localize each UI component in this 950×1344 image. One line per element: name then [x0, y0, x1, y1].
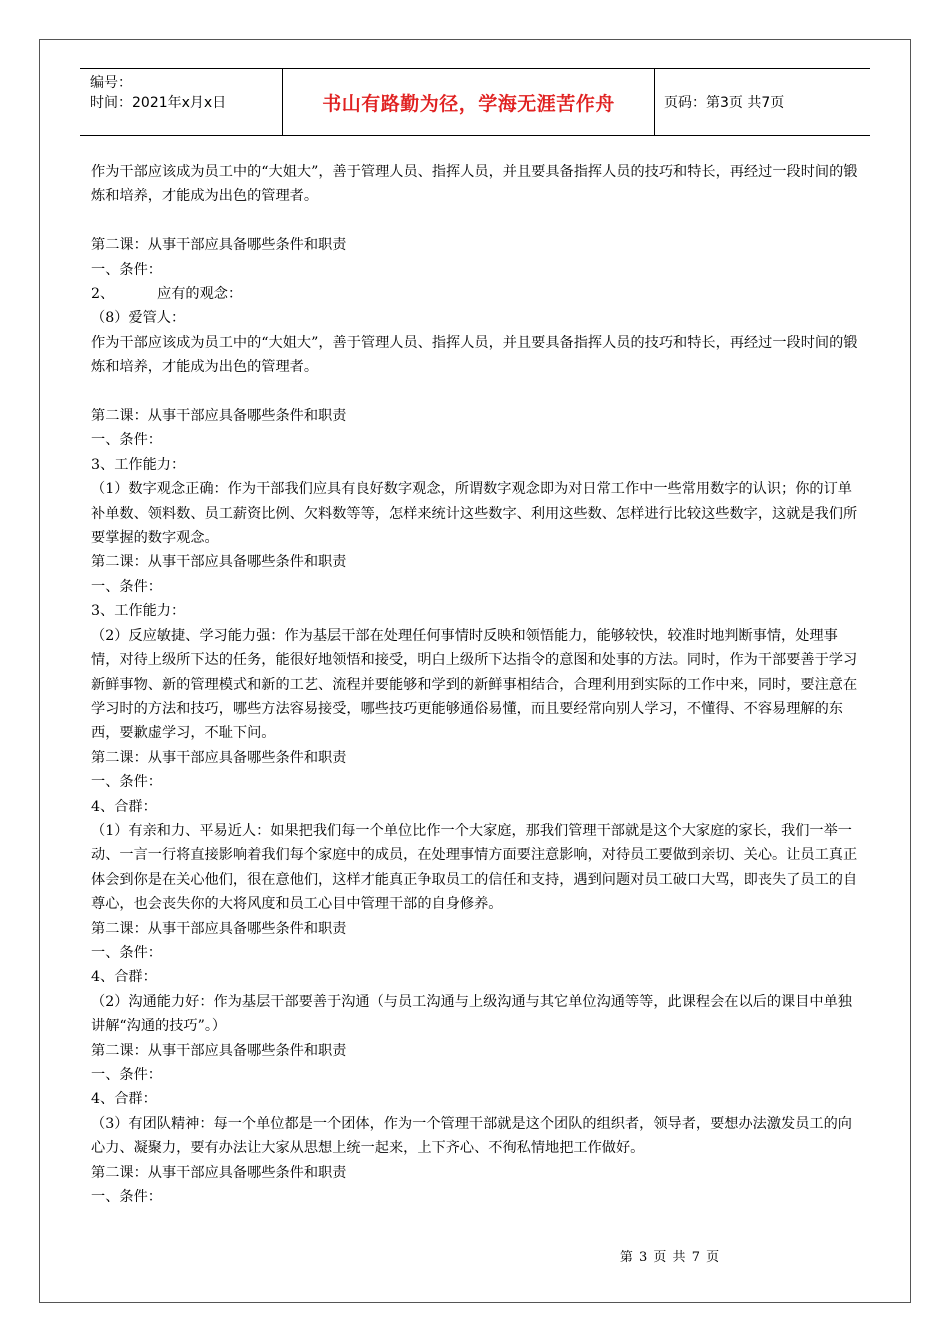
lesson-heading: 第二课：从事干部应具备哪些条件和职责	[91, 1042, 347, 1059]
section-heading: 一、条件：	[91, 1189, 162, 1206]
item-number: 2、	[91, 286, 115, 303]
page-footer: 第 3 页 共 7 页	[619, 1250, 721, 1265]
document-header	[80, 68, 870, 136]
paragraph: （1）数字观念正确：作为干部我们应具有良好数字观念，所谓数字观念即为对日常工作中一些常用数字的认识；你的订单补单数、领料数、员工薪资比例、欠料数等等，怎样来统计这些数字、利用这些数、怎样进行比较这些数字，这就是我们所要掌握的数字观念。	[91, 481, 858, 547]
numbered-item: 3、工作能力：	[91, 603, 186, 620]
header-page-code: 页码：第3页 共7页	[664, 95, 785, 111]
numbered-item: 3、工作能力：	[91, 456, 186, 473]
serial-label: 编号：	[90, 75, 132, 91]
item-text: 应有的观念：	[157, 286, 243, 303]
paragraph: 作为干部应该成为员工中的“大姐大”，善于管理人员、指挥人员，并且要具备指挥人员的技巧和特长，再经过一段时间的锻炼和培养，才能成为出色的管理者。	[91, 164, 858, 205]
lesson-heading: 第二课：从事干部应具备哪些条件和职责	[91, 749, 347, 766]
section-heading: 一、条件：	[91, 1067, 162, 1083]
date-label: 时间：2021年x月x日	[90, 95, 227, 111]
section-heading: 一、条件：	[91, 432, 162, 449]
lesson-heading: 第二课：从事干部应具备哪些条件和职责	[91, 1164, 347, 1181]
numbered-item: 4、合群：	[91, 1091, 157, 1108]
paragraph: （2）沟通能力好：作为基层干部要善于沟通（与员工沟通与上级沟通与其它单位沟通等等，此课程会在以后的课目中单独讲解“沟通的技巧”。）	[91, 993, 852, 1035]
lesson-heading: 第二课：从事干部应具备哪些条件和职责	[91, 554, 347, 571]
paragraph: 作为干部应该成为员工中的“大姐大”，善于管理人员、指挥人员，并且要具备指挥人员的技巧和特长，再经过一段时间的锻炼和培养，才能成为出色的管理者。	[91, 334, 858, 376]
lesson-heading: 第二课：从事干部应具备哪些条件和职责	[91, 408, 347, 425]
header-info-cell	[80, 69, 283, 135]
paragraph: （3）有团队精神：每一个单位都是一个团体，作为一个管理干部就是这个团队的组织者，领导者，要想办法激发员工的向心力、凝聚力，要有办法让大家从思想上统一起来，上下齐心、不徇私情地把工作做好。	[91, 1115, 852, 1157]
numbered-item: 4、合群：	[91, 798, 157, 815]
lesson-heading: 第二课：从事干部应具备哪些条件和职责	[91, 237, 347, 254]
section-heading: 一、条件：	[91, 774, 162, 791]
numbered-item: 4、合群：	[91, 969, 157, 986]
section-heading: 一、条件：	[91, 944, 162, 961]
lesson-heading: 第二课：从事干部应具备哪些条件和职责	[91, 920, 347, 937]
paragraph: （2）反应敏捷、学习能力强：作为基层干部在处理任何事情时反映和领悟能力，能够较快，较准时地判断事情，处理事情，对待上级所下达的任务，能很好地领悟和接受，明白上级所下达指令的意图和处事的方法。同时，作为干部要善于学习新鲜事物、新的管理模式和新的工艺、流程并要能够和学到的新鲜事相结合，合理利用到实际的工作中来，同时，要注意在学习时的方法和技巧，哪些方法容易接受，哪些技巧更能够通俗易懂，而且要经常向别人学习，不懂得、不容易理解的东西，要歉虚学习，不耻下问。	[91, 627, 858, 742]
header-motto: 书山有路勤为径，学海无涯苦作舟	[283, 69, 655, 135]
numbered-item	[91, 282, 861, 306]
paragraph: （1）有亲和力、平易近人：如果把我们每一个单位比作一个大家庭，那我们管理干部就是这个大家庭的家长，我们一举一动、一言一行将直接影响着我们每个家庭中的成员，在处理事情方面要注意影响，对待员工要做到亲切、关心。让员工真正体会到你是在关心他们，很在意他们，这样才能真正争取员工的信任和支持，遇到问题对员工破口大骂，即丧失了员工的自尊心，也会丧失你的大将风度和员工心目中管理干部的自身修养。	[91, 822, 858, 913]
document-body	[91, 160, 861, 1209]
sub-item: （8）爱管人：	[91, 310, 186, 327]
section-heading: 一、条件：	[91, 578, 162, 595]
section-heading: 一、条件：	[91, 261, 162, 278]
